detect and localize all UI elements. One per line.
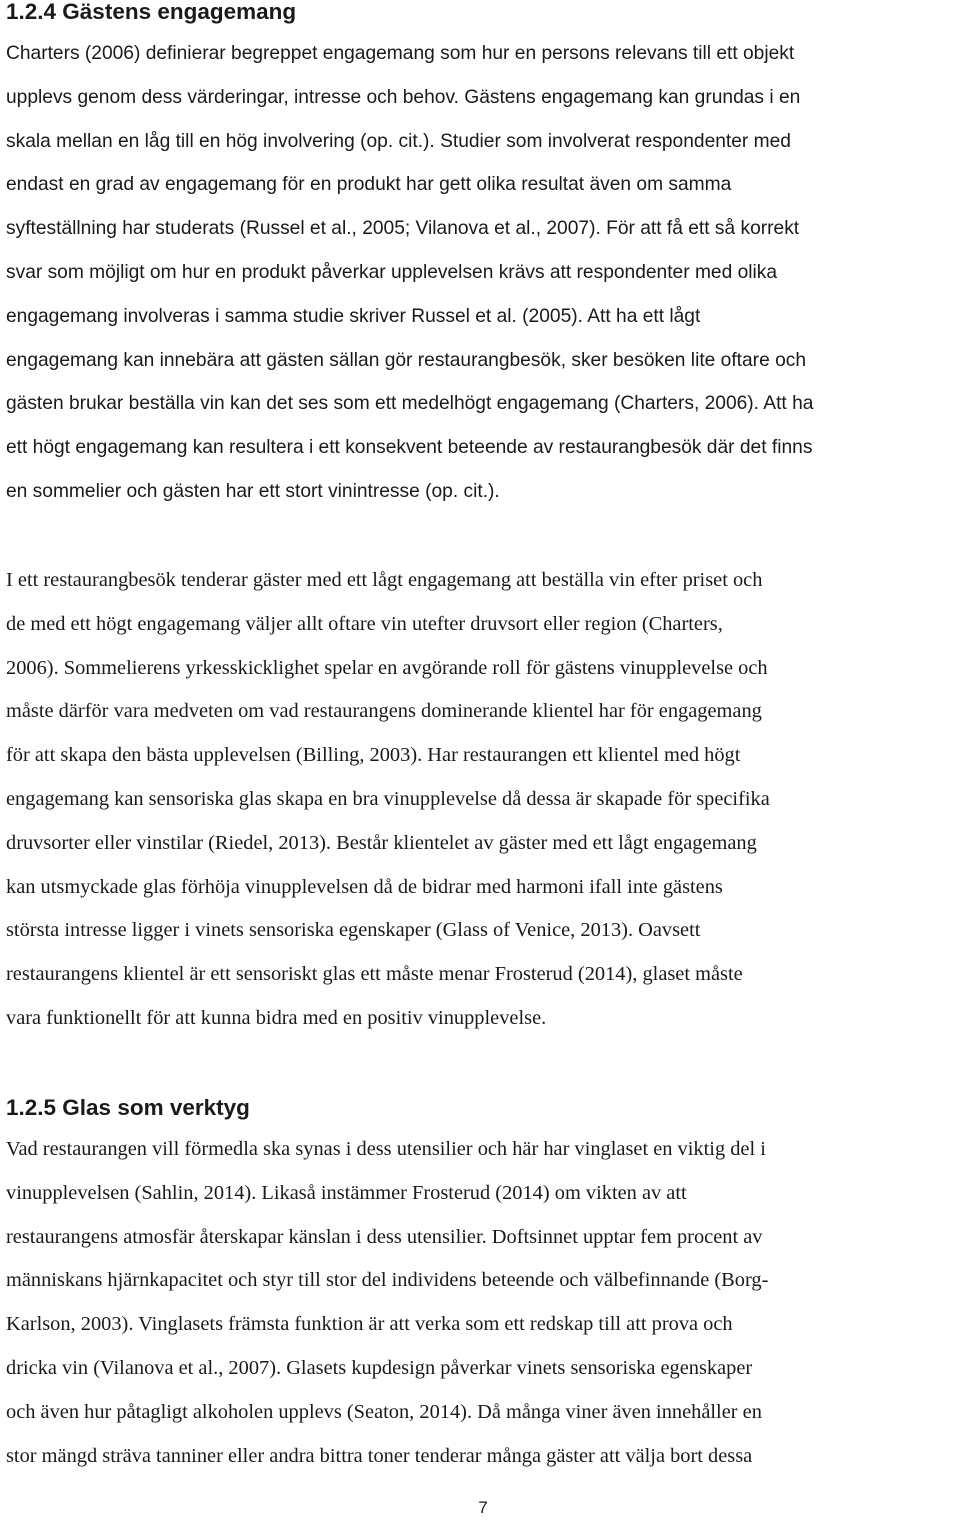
text-line: och även hur påtagligt alkoholen upplevs (Seaton, 2014). Då många viner även innehåller en — [6, 1400, 762, 1423]
text-line: måste därför vara medveten om vad restaurangens dominerande klientel har för engagemang — [6, 700, 762, 723]
text-line: största intresse ligger i vinets sensoriska egenskaper (Glass of Venice, 2013). Oavsett — [6, 919, 701, 942]
text-line: gästen brukar beställa vin kan det ses som ett medelhögt engagemang (Charters, 2006). Att ha — [6, 393, 814, 415]
text-line: restaurangens klientel är ett sensoriskt glas ett måste menar Frosterud (2014), glaset måste — [6, 963, 743, 986]
text-line: de med ett högt engagemang väljer allt oftare vin utefter druvsort eller region (Charters, — [6, 612, 723, 635]
paragraph-restaurangbesok — [6, 559, 958, 1041]
text-line: för att skapa den bästa upplevelsen (Billing, 2003). Har restaurangen ett klientel med högt — [6, 744, 741, 767]
text-line: druvsorter eller vinstilar (Riedel, 2013). Består klientelet av gäster med ett lågt engagemang — [6, 831, 757, 854]
text-line: vinupplevelsen (Sahlin, 2014). Likaså instämmer Frosterud (2014) om vikten av att — [6, 1181, 687, 1204]
text-line: svar som möjligt om hur en produkt påverkar upplevelsen krävs att respondenter med olika — [6, 261, 778, 283]
section-heading-glas-som-verktyg: 1.2.5 Glas som verktyg — [6, 1095, 250, 1120]
section-heading-gastens-engagemang: 1.2.4 Gästens engagemang — [6, 0, 297, 24]
text-line: Vad restaurangen vill förmedla ska synas i dess utensilier och här har vinglaset en viktig del i — [6, 1138, 766, 1160]
paragraph-engagemang-definition — [6, 32, 958, 514]
text-line: upplevs genom dess värderingar, intresse och behov. Gästens engagemang kan grundas i en — [6, 86, 801, 108]
text-line: endast en grad av engagemang för en produkt har gett olika resultat även om samma — [6, 174, 732, 196]
text-line: kan utsmyckade glas förhöja vinupplevelsen då de bidrar med harmoni ifall inte gästens — [6, 875, 723, 898]
text-line: dricka vin (Vilanova et al., 2007). Glasets kupdesign påverkar vinets sensoriska egenskaper — [6, 1356, 753, 1379]
text-line: stor mängd sträva tanniner eller andra bittra toner tenderar många gäster att välja bort dessa — [6, 1444, 753, 1467]
text-line: syfteställning har studerats (Russel et al., 2005; Vilanova et al., 2007). För att få ett så korrekt — [6, 218, 800, 240]
text-line: skala mellan en låg till en hög involvering (op. cit.). Studier som involverat respondenter med — [6, 130, 791, 152]
text-line: I ett restaurangbesök tenderar gäster med ett lågt engagemang att beställa vin efter priset och — [6, 569, 763, 591]
text-line: engagemang kan sensoriska glas skapa en bra vinupplevelse då dessa är skapade för specifika — [6, 787, 770, 810]
text-line: Charters (2006) definierar begreppet engagemang som hur en persons relevans till ett objekt — [6, 43, 795, 64]
text-line: engagemang involveras i samma studie skriver Russel et al. (2005). Att ha ett lågt — [6, 305, 701, 327]
paragraph-glas-som-verktyg — [6, 1128, 958, 1478]
text-line: engagemang kan innebära att gästen sällan gör restaurangbesök, sker besöken lite oftare och — [6, 349, 807, 371]
text-line: en sommelier och gästen har ett stort vinintresse (op. cit.). — [6, 480, 500, 502]
text-line: Karlson, 2003). Vinglasets främsta funktion är att verka som ett redskap till att prova och — [6, 1313, 733, 1336]
page-number: 7 — [478, 1498, 488, 1517]
text-line: människans hjärnkapacitet och styr till stor del individens beteende och välbefinnande (Borg- — [6, 1269, 769, 1292]
text-line: restaurangens atmosfär återskapar känslan i dess utensilier. Doftsinnet upptar fem procent av — [6, 1225, 763, 1248]
text-line: ett högt engagemang kan resultera i ett konsekvent beteende av restaurangbesök där det finns — [6, 437, 813, 459]
text-line: 2006). Sommelierens yrkesskicklighet spelar en avgörande roll för gästens vinupplevelse och — [6, 656, 768, 679]
text-line: vara funktionellt för att kunna bidra med en positiv vinupplevelse. — [6, 1006, 547, 1029]
